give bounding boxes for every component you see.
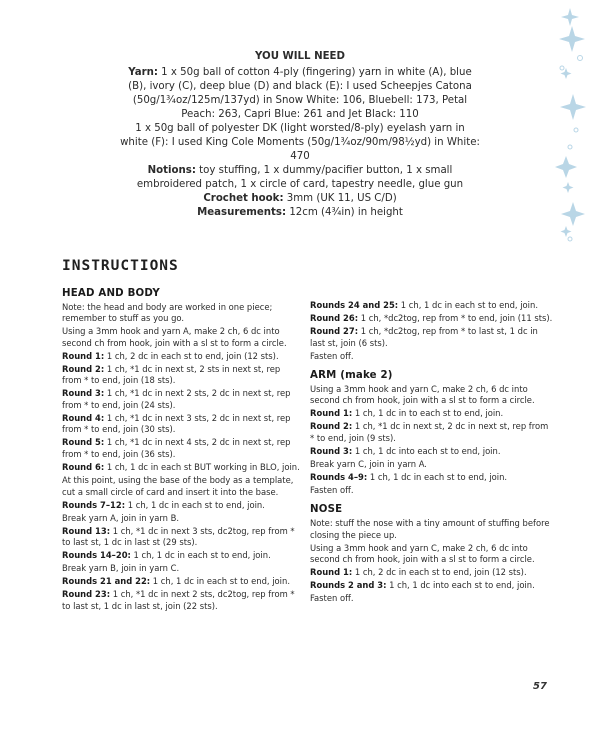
hb-round-2: Round 2: 1 ch, *1 dc in next st, 2 sts in next st, rep from * to end, join (18 sts). (62, 363, 281, 386)
sparkle-icon (559, 26, 585, 52)
arm-intro: Using a 3mm hook and yarn C, make 2 ch, 6 dc into second ch from hook, join with a sl st to form a circle. (310, 383, 535, 406)
hb-template-note: At this point, using the base of the body as a template, cut a small circle of card and insert it into the base. (62, 475, 294, 497)
hb-break-a: Break yarn A, join in yarn B. (62, 512, 180, 523)
head-and-body-heading: HEAD AND BODY (62, 288, 160, 299)
hb-rounds-21-22: Rounds 21 and 22: 1 ch, 1 dc in each st to end, join. (62, 576, 290, 587)
sparkle-icon (563, 182, 574, 193)
page-number: 57 (533, 681, 547, 692)
nose-intro: Using a 3mm hook and yarn C, make 2 ch, 6 dc into second ch from hook, join with a sl st to form a circle. (310, 542, 535, 565)
hb-round-13: Round 13: 1 ch, *1 dc in next 3 sts, dc2tog, rep from * to last st, 1 dc in last st (29 sts). (62, 525, 295, 548)
nose-note: Note: stuff the nose with a tiny amount of stuffing before closing the piece up. (310, 518, 550, 540)
hb-round-3: Round 3: 1 ch, *1 dc in next 2 sts, 2 dc in next st, rep from * to end, join (24 sts). (62, 388, 291, 410)
nose-heading: NOSE (310, 504, 343, 516)
arm-round-3: Round 3: 1 ch, 1 dc into each st to end, join. (310, 445, 501, 456)
hb-round-1: Round 1: 1 ch, 2 dc in each st to end, join (12 sts). (62, 350, 279, 361)
left-column (62, 288, 300, 614)
hb-round-5: Round 5: 1 ch, *1 dc in next 4 sts, 2 dc in next st, rep from * to end, join (36 sts). (62, 437, 291, 460)
nose-rounds-2-3: Rounds 2 and 3: 1 ch, 1 dc into each st to end, join. (310, 580, 535, 591)
right-column (310, 300, 555, 606)
arm-round-2: Round 2: 1 ch, *1 dc in next st, 2 dc in next st, rep from * to end, join (9 sts). (310, 421, 549, 443)
sparkle-dot (578, 56, 583, 61)
sparkle-icon (560, 94, 586, 120)
yarn-line: Yarn: 1 x 50g ball of cotton 4-ply (fingering) yarn in white (A), blue (B), ivory (C), deep blue (D) and black (E): I used Scheepjes Catona (50g/1¾oz/125m/137yd) in Snow White: 106, Bluebell: 173, Petal Peach: 263, Capri Blue: 261 and Jet Black: 110 (128, 67, 472, 120)
you-will-need-heading: YOU WILL NEED (255, 51, 345, 62)
arm-break-c: Break yarn C, join in yarn A. (310, 458, 427, 469)
sparkle-icon (561, 8, 579, 26)
sparkle-dot (568, 237, 572, 241)
hb-round-26: Round 26: 1 ch, *dc2tog, rep from * to end, join (11 sts). (310, 312, 553, 323)
arm-fasten-off: Fasten off. (310, 484, 354, 495)
sparkle-icon (561, 202, 585, 226)
notions-line: Notions: toy stuffing, 1 x dummy/pacifier button, 1 x small embroidered patch, 1 x circle of card, tapestry needle, glue gun (136, 165, 464, 190)
hb-round-6: Round 6: 1 ch, 1 dc in each st BUT working in BLO, join. (62, 462, 300, 473)
hb-round-4: Round 4: 1 ch, *1 dc in next 3 sts, 2 dc in next st, rep from * to end, join (30 sts). (62, 412, 291, 435)
nose-fasten-off: Fasten off. (310, 593, 354, 604)
hb-rounds-14-20: Rounds 14–20: 1 ch, 1 dc in each st to end, join. (62, 550, 271, 561)
nose-round-1: Round 1: 1 ch, 2 dc in each st to end, join (12 sts). (310, 567, 527, 578)
hb-intro: Using a 3mm hook and yarn A, make 2 ch, 6 dc into second ch from hook, join with a sl st to form a circle. (62, 326, 287, 348)
yarn-line-2: 1 x 50g ball of polyester DK (light worsted/8-ply) eyelash yarn in white (F): I used King Cole Moments (50g/1¾oz/90m/98½yd) in White: 470 (120, 123, 480, 162)
hb-rounds-24-25: Rounds 24 and 25: 1 ch, 1 dc in each st to end, join. (310, 300, 538, 310)
hb-fasten-off: Fasten off. (310, 350, 354, 361)
hb-round-27: Round 27: 1 ch, *dc2tog, rep from * to last st, 1 dc in last st, join (6 sts). (310, 325, 538, 348)
sparkle-icon (561, 226, 572, 237)
hb-note: Note: the head and body are worked in one piece; remember to stuff as you go. (62, 301, 273, 324)
arm-heading: ARM (make 2) (310, 370, 393, 382)
sparkle-icon (555, 156, 577, 178)
hb-round-23: Round 23: 1 ch, *1 dc in next 2 sts, dc2tog, rep from * to last st, 1 dc in last st, join (22 sts). (62, 589, 295, 611)
hb-rounds-7-12: Rounds 7–12: 1 ch, 1 dc in each st to end, join. (62, 499, 265, 510)
instructions-title: INSTRUCTIONS (62, 258, 179, 274)
sparkle-dot (568, 145, 572, 149)
sparkle-dot (560, 66, 564, 70)
sparkle-dot (574, 128, 578, 132)
sparkle-icon (561, 68, 572, 79)
hb-break-b: Break yarn B, join in yarn C. (62, 563, 180, 574)
arm-round-1: Round 1: 1 ch, 1 dc in to each st to end, join. (310, 408, 504, 419)
arm-rounds-4-9: Rounds 4–9: 1 ch, 1 dc in each st to end, join. (310, 471, 508, 482)
hook-line: Crochet hook: 3mm (UK 11, US C/D) (203, 193, 397, 204)
measurements-line: Measurements: 12cm (4¾in) in height (197, 207, 403, 218)
you-will-need-section (120, 50, 480, 220)
